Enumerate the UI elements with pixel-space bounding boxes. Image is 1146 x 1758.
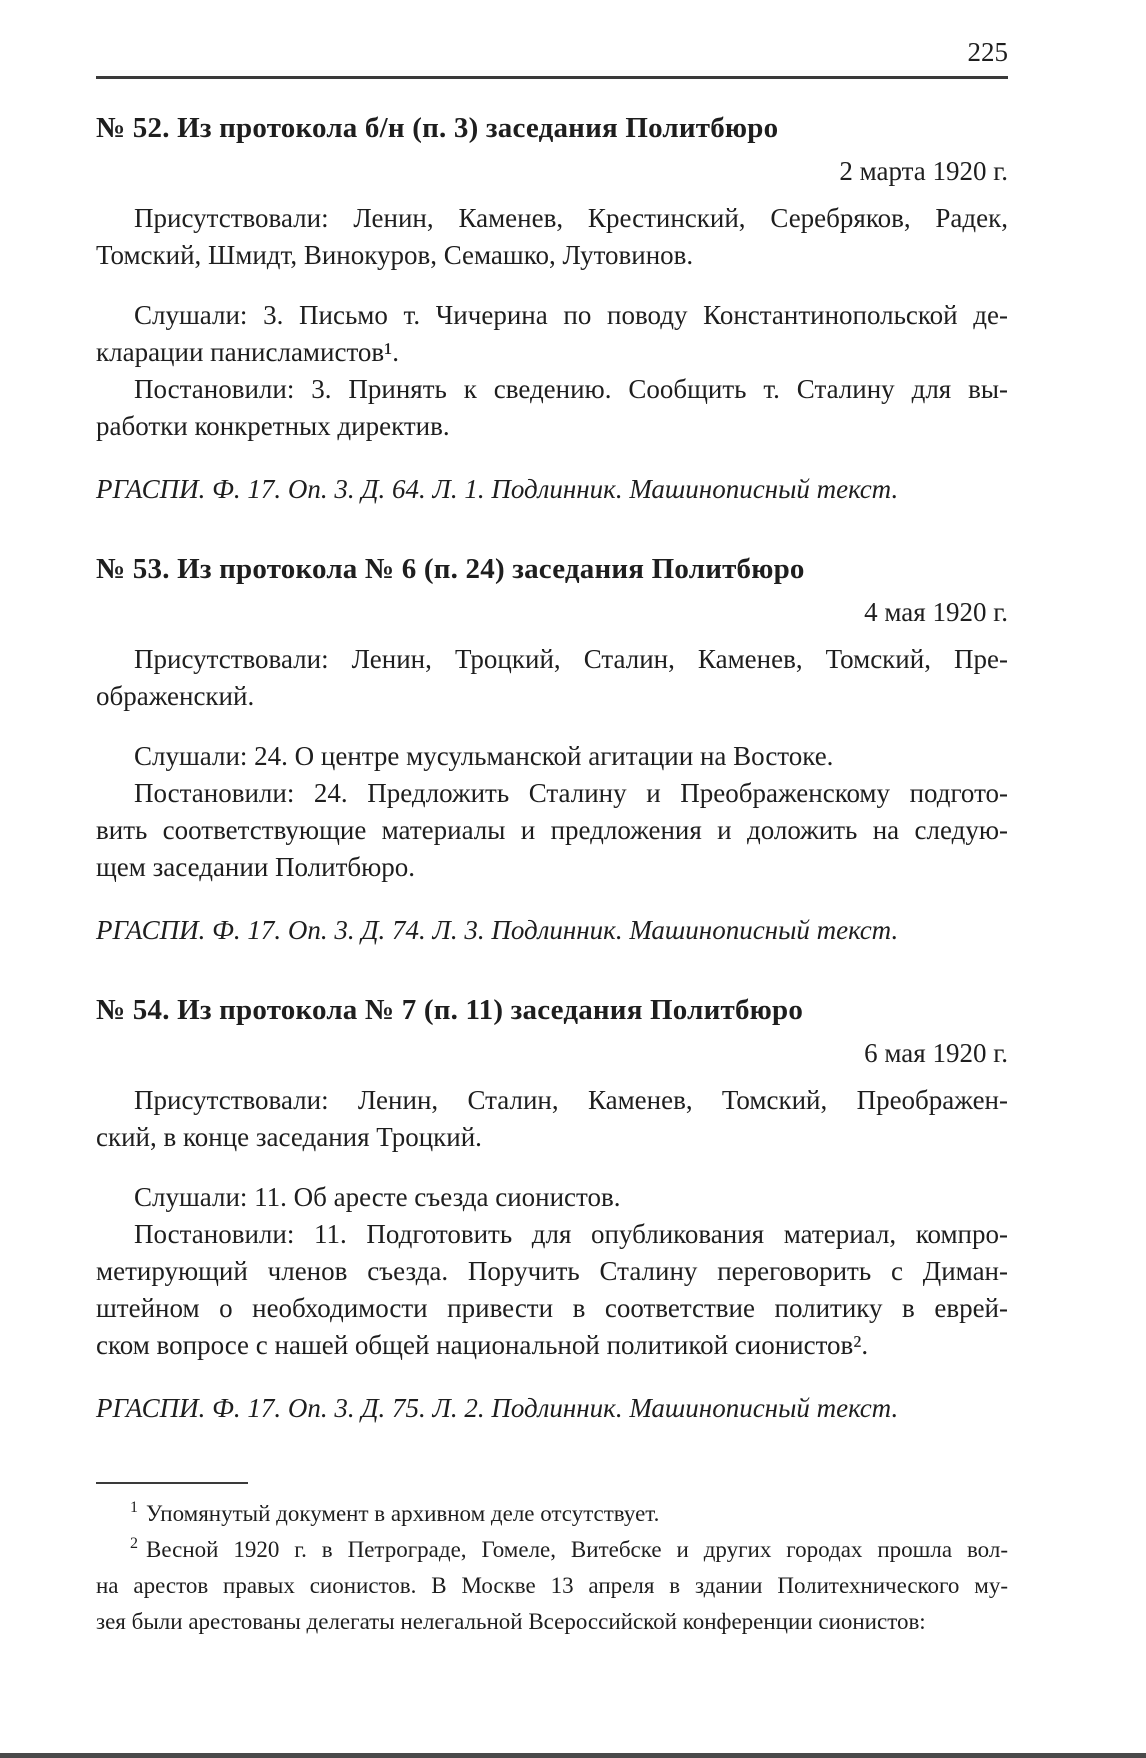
- footnote-2: [96, 1532, 1008, 1640]
- archive-source: РГАСПИ. Ф. 17. Оп. 3. Д. 74. Л. 3. Подлинник. Машинописный текст.: [96, 915, 899, 945]
- footnote-1: [96, 1496, 1008, 1532]
- text-line: метирующий членов съезда. Поручить Сталину переговорить с Диман-: [96, 1256, 1008, 1286]
- document-52: [96, 79, 1008, 508]
- archive-source: РГАСПИ. Ф. 17. Оп. 3. Д. 64. Л. 1. Подлинник. Машинописный текст.: [96, 474, 899, 504]
- paragraph-resolved: [96, 775, 1008, 886]
- document-54: [96, 949, 1008, 1427]
- text-line: ображенский.: [96, 681, 255, 711]
- text-line: ский, в конце заседания Троцкий.: [96, 1122, 482, 1152]
- paragraph-heard: [96, 297, 1008, 371]
- document-heading: № 54. Из протокола № 7 (п. 11) заседания Политбюро: [96, 994, 804, 1026]
- footnote-marker: 1: [130, 1499, 138, 1517]
- paragraph-gap: [96, 274, 1008, 297]
- paragraph-present: [96, 641, 1008, 715]
- paragraph-heard: [96, 1179, 1008, 1216]
- text-line: Постановили: 24. Предложить Сталину и Преображенскому подгото-: [134, 778, 1008, 808]
- text-line: щем заседании Политбюро.: [96, 852, 416, 882]
- page-number: 225: [967, 37, 1008, 67]
- footnotes-block: [96, 1482, 1008, 1640]
- text-line: Слушали: 24. О центре мусульманской агитации на Востоке.: [134, 741, 834, 771]
- text-line: Постановили: 3. Принять к сведению. Сообщить т. Сталину для вы-: [134, 374, 1008, 404]
- text-line: Присутствовали: Ленин, Сталин, Каменев, Томский, Преображен-: [134, 1085, 1008, 1115]
- footnote-text: Весной 1920 г. в Петрограде, Гомеле, Витебске и других городах прошла вол-: [146, 1537, 1008, 1562]
- paragraph-heard: [96, 738, 1008, 775]
- document-date: 2 марта 1920 г.: [839, 156, 1008, 186]
- text-line: кларации панисламистов¹.: [96, 337, 399, 367]
- text-line: ском вопросе с нашей общей национальной политикой сионистов².: [96, 1330, 869, 1360]
- paragraph-present: [96, 1082, 1008, 1156]
- paragraph-present: [96, 200, 1008, 274]
- paragraph-gap: [96, 1156, 1008, 1179]
- text-line: Присутствовали: Ленин, Каменев, Крестинский, Серебряков, Радек,: [134, 203, 1008, 233]
- paragraph-resolved: [96, 371, 1008, 445]
- document-53: [96, 508, 1008, 949]
- text-line: Томский, Шмидт, Винокуров, Семашко, Лутовинов.: [96, 240, 694, 270]
- text-line: штейном о необходимости привести в соответствие политику в еврей-: [96, 1293, 1008, 1323]
- page-bottom-edge: [0, 1753, 1146, 1758]
- footnote-separator: [96, 1482, 248, 1484]
- archive-source: РГАСПИ. Ф. 17. Оп. 3. Д. 75. Л. 2. Подлинник. Машинописный текст.: [96, 1393, 899, 1423]
- text-line: Слушали: 3. Письмо т. Чичерина по поводу Константинопольской де-: [134, 300, 1008, 330]
- footnote-text: Упомянутый документ в архивном деле отсутствует.: [146, 1501, 660, 1526]
- text-line: Слушали: 11. Об аресте съезда сионистов.: [134, 1182, 621, 1212]
- paragraph-resolved: [96, 1216, 1008, 1364]
- document-heading: № 53. Из протокола № 6 (п. 24) заседания Политбюро: [96, 553, 805, 585]
- document-date: 4 мая 1920 г.: [864, 597, 1008, 627]
- text-line: Постановили: 11. Подготовить для опубликования материал, компро-: [134, 1219, 1008, 1249]
- paragraph-gap: [96, 715, 1008, 738]
- document-heading: № 52. Из протокола б/н (п. 3) заседания Политбюро: [96, 112, 779, 144]
- text-line: вить соответствующие материалы и предложения и доложить на следую-: [96, 815, 1008, 845]
- footnote-text: на арестов правых сионистов. В Москве 13 апреля в здании Политехнического му-: [96, 1573, 1008, 1598]
- text-line: Присутствовали: Ленин, Троцкий, Сталин, Каменев, Томский, Пре-: [134, 644, 1008, 674]
- footnote-text: зея были арестованы делегаты нелегальной Всероссийской конференции сионистов:: [96, 1609, 926, 1634]
- footnote-marker: 2: [130, 1535, 138, 1553]
- text-line: работки конкретных директив.: [96, 411, 450, 441]
- document-date: 6 мая 1920 г.: [864, 1038, 1008, 1068]
